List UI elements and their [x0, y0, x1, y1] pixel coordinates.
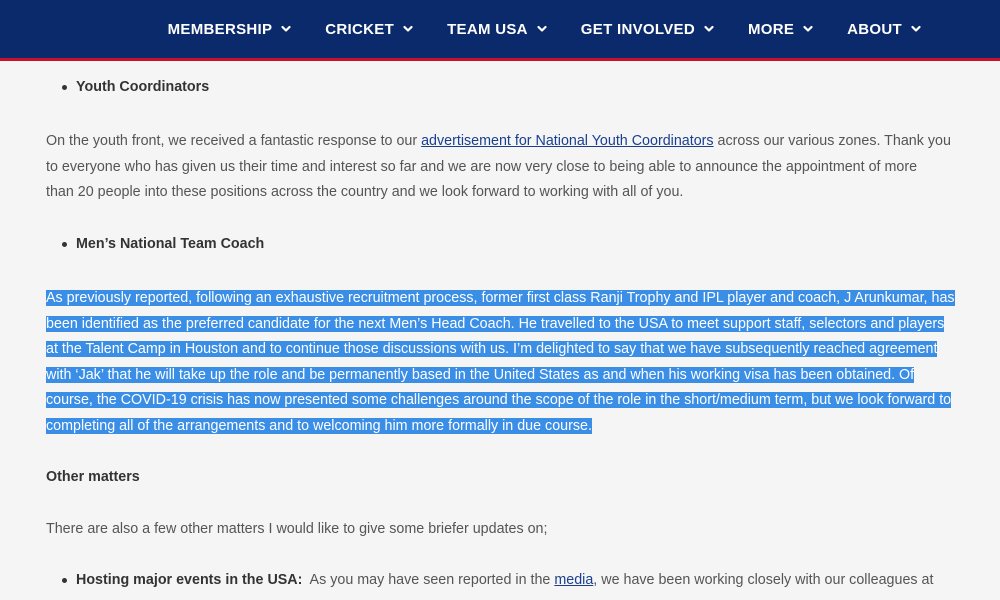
heading-text: Other matters	[46, 469, 140, 485]
list-item-youth-coordinators	[76, 75, 1000, 101]
text-line	[46, 388, 1000, 414]
advertisement-link[interactable]: advertisement for National Youth Coordinators	[421, 133, 714, 149]
text-run: On the youth front, we received a fantastic response to our	[46, 133, 422, 149]
bullet-icon	[62, 242, 67, 247]
nav-item-membership[interactable]	[151, 0, 309, 58]
chevron-down-icon	[403, 24, 413, 34]
text-line	[46, 286, 1000, 312]
selected-text: at the Talent Camp in Houston and to continue those discussions with us. I’m delighted to say that we have subsequently reached agreement	[46, 341, 938, 357]
main-menu	[151, 0, 938, 58]
nav-item-label: GET INVOLVED	[580, 20, 695, 38]
nav-item-cricket[interactable]	[308, 0, 430, 58]
text-line	[46, 312, 1000, 338]
paragraph-youth	[46, 129, 1000, 206]
paragraph-other-matters	[46, 517, 1000, 543]
bullet-icon	[62, 85, 67, 90]
text-line	[46, 129, 1000, 155]
nav-item-about[interactable]	[830, 0, 938, 58]
nav-item-get-involved[interactable]	[564, 0, 731, 58]
nav-item-more[interactable]	[731, 0, 830, 58]
nav-item-label: TEAM USA	[447, 20, 528, 38]
text-line: than 20 people into these positions across the country and we look forward to working with all of you.	[46, 184, 684, 200]
chevron-down-icon	[803, 24, 813, 34]
bullet-heading: Men’s National Team Coach	[76, 236, 265, 252]
text-line	[46, 414, 1000, 440]
chevron-down-icon	[704, 24, 714, 34]
selected-text: completing all of the arrangements and to welcoming him more formally in due course.	[46, 417, 592, 434]
text-line: to everyone who has given us their time and interest so far and we are now very close to being able to announce the appointment of more	[46, 158, 918, 175]
selected-text: course, the COVID-19 crisis has now presented some challenges around the scope of the role in the short/medium term, but we look forward to	[46, 392, 952, 408]
nav-item-label: ABOUT	[847, 20, 902, 38]
nav-item-label: CRICKET	[325, 20, 395, 38]
list-item-mens-coach	[76, 232, 1000, 258]
text-line	[46, 363, 1000, 389]
chevron-down-icon	[537, 24, 547, 34]
bullet-heading: Youth Coordinators	[76, 79, 210, 95]
selected-text: been identified as the preferred candidate for the next Men’s Head Coach. He travelled to the USA to meet support staff, selectors and players	[46, 315, 945, 332]
text-line	[46, 337, 1000, 363]
paragraph-coach-selected[interactable]	[46, 286, 1000, 439]
top-navigation-bar	[0, 0, 1000, 58]
bullet-heading: Hosting major events in the USA:	[76, 572, 303, 588]
text-run: across our various zones. Thank you	[713, 133, 951, 149]
nav-item-label: MORE	[747, 20, 795, 38]
chevron-down-icon	[281, 24, 291, 34]
section-heading-other-matters	[46, 465, 1000, 491]
text-run: As you may have seen reported in the	[302, 572, 555, 588]
selected-text: As previously reported, following an exhaustive recruitment process, former first class Ranji Trophy and IPL player and coach, J Arunkumar, has	[46, 290, 955, 306]
text-line: There are also a few other matters I would like to give some briefer updates on;	[46, 521, 548, 537]
bullet-icon	[62, 578, 67, 583]
selected-text: with ‘Jak’ that he will take up the role and be permanently based in the United States as and when his working visa has been obtained. Of	[46, 366, 915, 383]
list-item-hosting-events	[76, 568, 1000, 594]
text-run: , we have been working closely with our colleagues at	[593, 572, 934, 588]
nav-item-team-usa[interactable]	[430, 0, 564, 58]
media-link[interactable]: media	[554, 572, 594, 588]
nav-item-label: MEMBERSHIP	[167, 20, 273, 38]
chevron-down-icon	[911, 24, 921, 34]
article-body	[0, 61, 1000, 600]
